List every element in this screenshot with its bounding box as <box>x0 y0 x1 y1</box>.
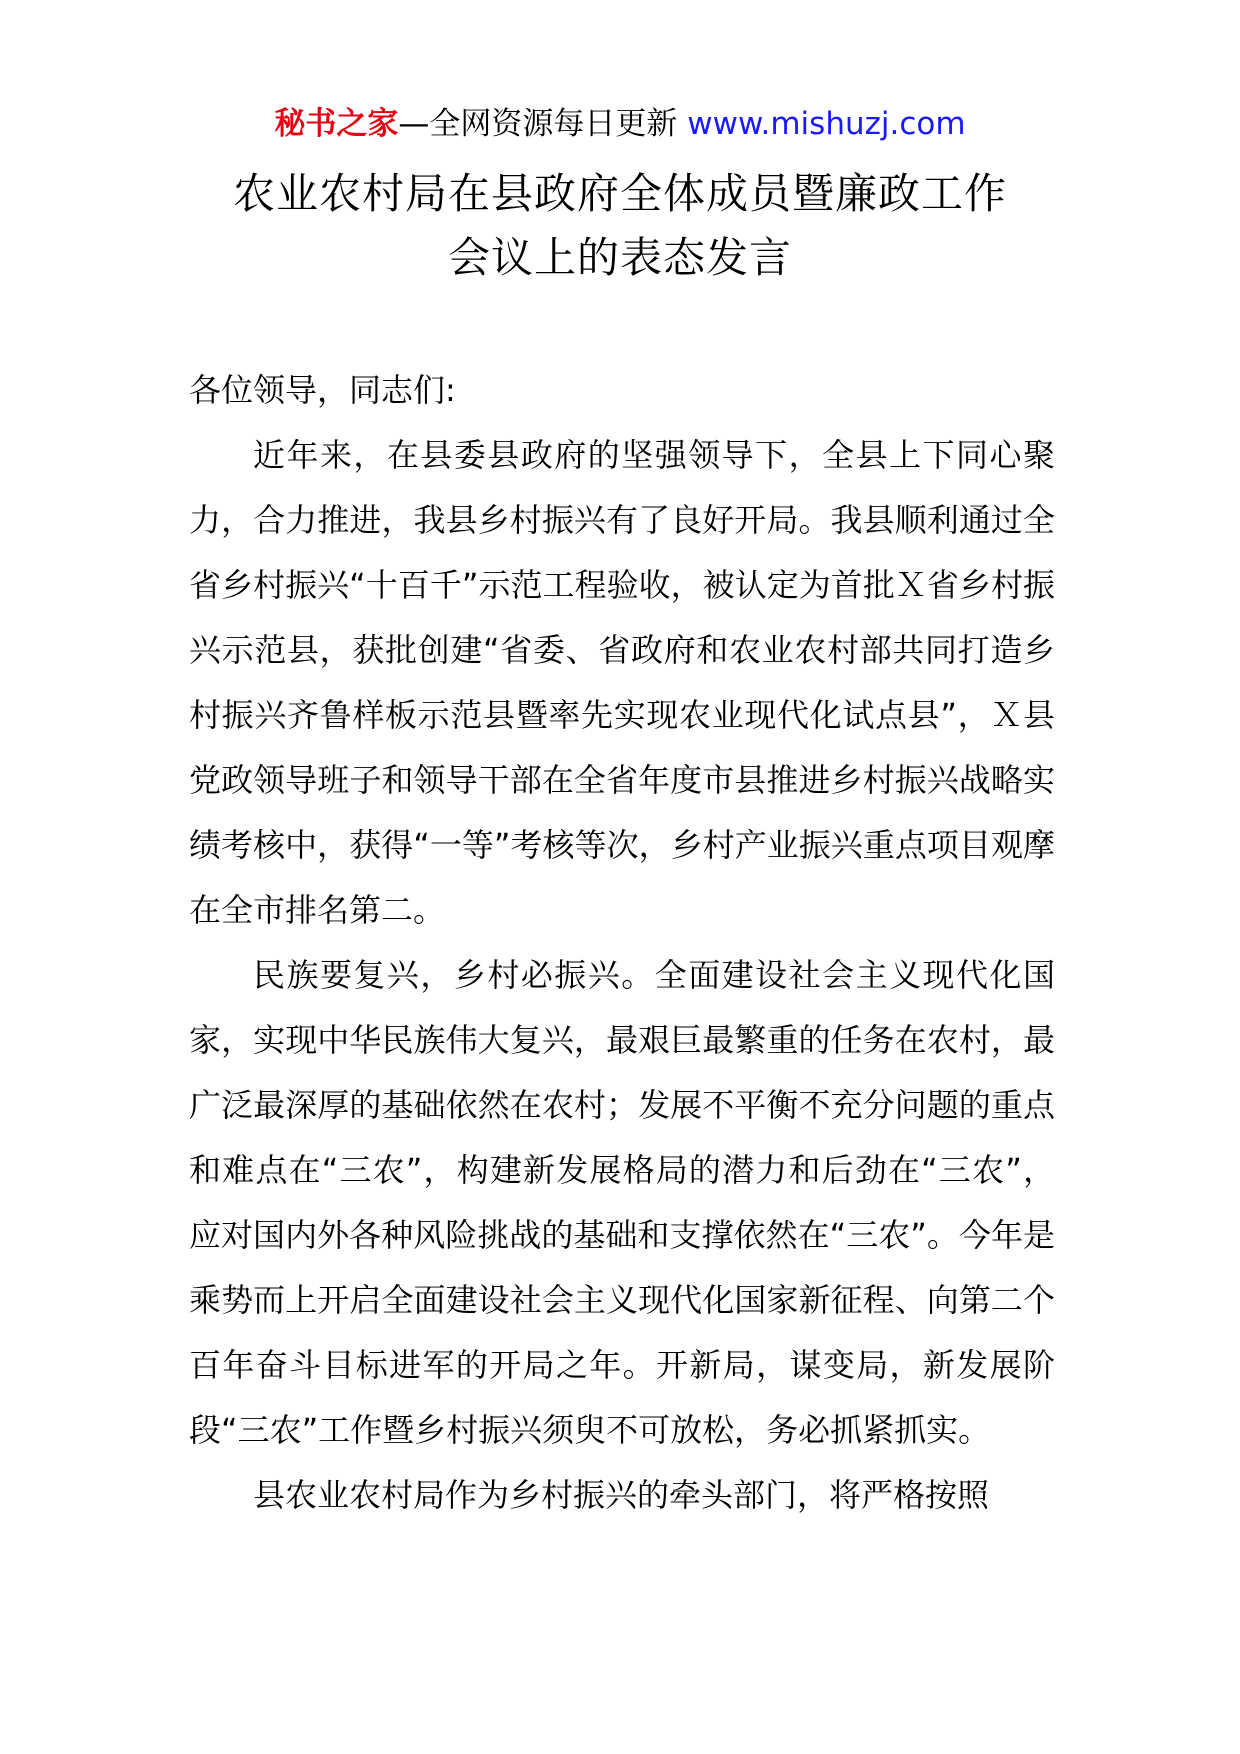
title-line-1: 农业农村局在县政府全体成员暨廉政工作 <box>232 169 1007 218</box>
document-body <box>189 358 1055 1528</box>
header-tagline: —全网资源每日更新 <box>398 106 688 142</box>
site-url-link[interactable]: www.mishuzj.com <box>687 106 966 142</box>
paragraph-1: 近年来，在县委县政府的坚强领导下，全县上下同心聚力，合力推进，我县乡村振兴有了良好开局。我县顺利通过全省乡村振兴“十百千”示范工程验收，被认定为首批Ｘ省乡村振兴示范县，获批创建“省委、省政府和农业农村部共同打造乡村振兴齐鲁样板示范县暨率先实现农业现代化试点县”，Ｘ县党政领导班子和领导干部在全省年度市县推进乡村振兴战略实绩考核中，获得“一等”考核等次，乡村产业振兴重点项目观摩在全市排名第二。 <box>189 436 1055 929</box>
paragraph-3: 县农业农村局作为乡村振兴的牵头部门，将严格按照 <box>253 1476 990 1514</box>
site-header <box>0 102 1240 146</box>
paragraph-2: 民族要复兴，乡村必振兴。全面建设社会主义现代化国家，实现中华民族伟大复兴，最艰巨最繁重的任务在农村，最广泛最深厚的基础依然在农村；发展不平衡不充分问题的重点和难点在“三农”，构建新发展格局的潜力和后劲在“三农”，应对国内外各种风险挑战的基础和支撑依然在“三农”。今年是乘势而上开启全面建设社会主义现代化国家新征程、向第二个百年奋斗目标进军的开局之年。开新局，谋变局，新发展阶段“三农”工作暨乡村振兴须臾不可放松，务必抓紧抓实。 <box>189 956 1055 1449</box>
title-line-2: 会议上的表态发言 <box>447 233 792 282</box>
brand-name: 秘书之家 <box>274 106 399 142</box>
salutation: 各位领导，同志们: <box>189 371 456 409</box>
document-title <box>160 162 1080 290</box>
